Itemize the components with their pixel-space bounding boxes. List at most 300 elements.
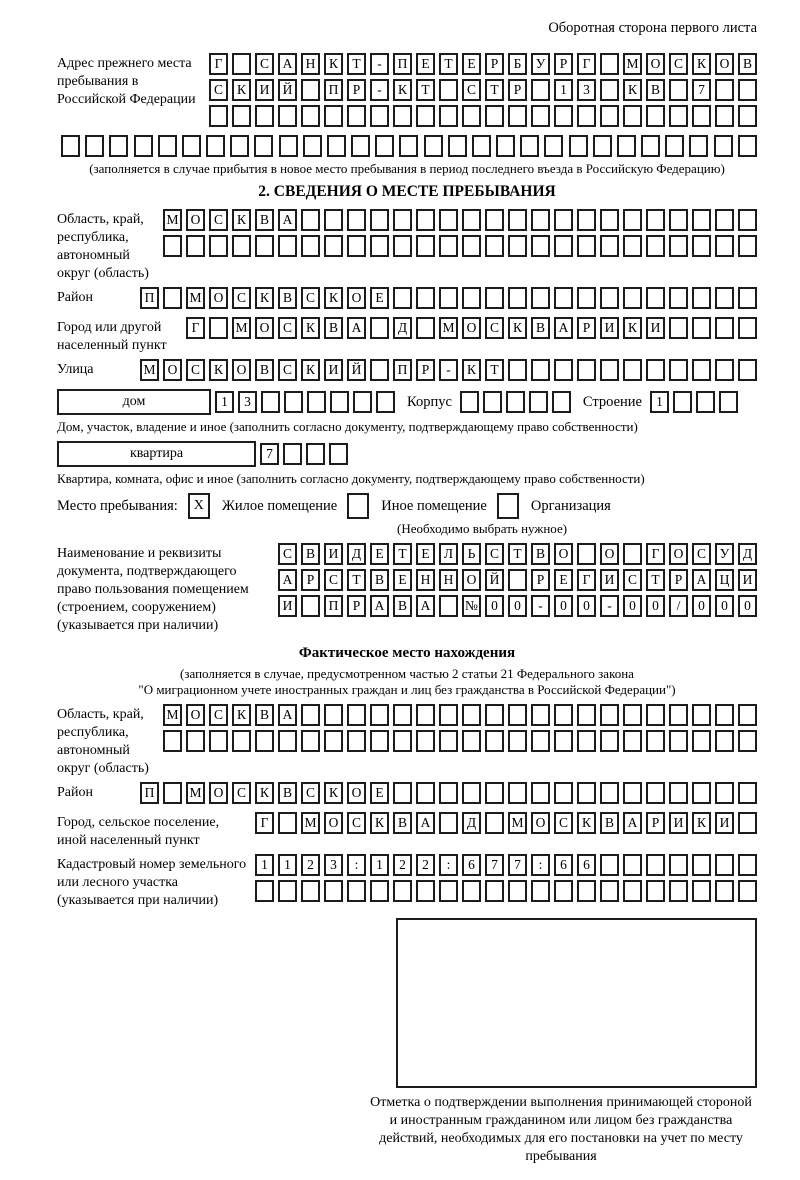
char-box[interactable] <box>600 880 619 902</box>
char-box[interactable]: А <box>347 317 366 339</box>
char-box[interactable] <box>301 880 320 902</box>
char-box[interactable] <box>284 391 303 413</box>
char-box[interactable] <box>472 135 491 157</box>
char-box[interactable]: Р <box>347 595 366 617</box>
char-box[interactable]: К <box>232 209 251 231</box>
char-box[interactable] <box>692 704 711 726</box>
char-box[interactable] <box>439 595 458 617</box>
char-box[interactable]: : <box>347 854 366 876</box>
char-box[interactable]: Т <box>393 543 412 565</box>
char-box[interactable] <box>719 391 738 413</box>
char-box[interactable]: Н <box>416 569 435 591</box>
char-box[interactable] <box>485 105 504 127</box>
char-box[interactable] <box>623 730 642 752</box>
char-box[interactable] <box>715 317 734 339</box>
char-box[interactable]: В <box>738 53 757 75</box>
char-box[interactable]: - <box>439 359 458 381</box>
char-box[interactable] <box>520 135 539 157</box>
char-box[interactable] <box>577 209 596 231</box>
char-box[interactable]: О <box>646 53 665 75</box>
char-box[interactable] <box>623 359 642 381</box>
char-box[interactable] <box>232 105 251 127</box>
char-box[interactable]: О <box>347 287 366 309</box>
char-box[interactable] <box>485 880 504 902</box>
char-box[interactable]: О <box>462 569 481 591</box>
char-box[interactable] <box>531 782 550 804</box>
char-box[interactable]: Й <box>347 359 366 381</box>
char-box[interactable] <box>646 704 665 726</box>
char-box[interactable]: О <box>186 209 205 231</box>
char-box[interactable] <box>714 135 733 157</box>
char-box[interactable] <box>600 209 619 231</box>
char-box[interactable]: Е <box>393 569 412 591</box>
char-box[interactable]: 6 <box>554 854 573 876</box>
char-box[interactable]: А <box>278 704 297 726</box>
char-box[interactable] <box>347 105 366 127</box>
char-box[interactable]: Й <box>278 79 297 101</box>
char-box[interactable] <box>347 730 366 752</box>
char-box[interactable] <box>569 135 588 157</box>
char-box[interactable] <box>544 135 563 157</box>
char-box[interactable] <box>738 812 757 834</box>
char-box[interactable]: 6 <box>577 854 596 876</box>
char-box[interactable] <box>448 135 467 157</box>
char-box[interactable]: И <box>600 317 619 339</box>
char-box[interactable] <box>508 105 527 127</box>
char-box[interactable] <box>692 782 711 804</box>
char-box[interactable] <box>531 287 550 309</box>
char-box[interactable] <box>232 730 251 752</box>
char-box[interactable] <box>646 730 665 752</box>
char-box[interactable] <box>531 235 550 257</box>
char-box[interactable] <box>163 730 182 752</box>
char-box[interactable] <box>600 782 619 804</box>
char-box[interactable] <box>600 704 619 726</box>
char-box[interactable]: С <box>255 53 274 75</box>
char-box[interactable]: С <box>232 782 251 804</box>
char-box[interactable]: 2 <box>393 854 412 876</box>
char-box[interactable] <box>462 235 481 257</box>
char-box[interactable] <box>485 209 504 231</box>
char-box[interactable] <box>738 880 757 902</box>
char-box[interactable]: П <box>393 359 412 381</box>
char-box[interactable]: С <box>623 569 642 591</box>
char-box[interactable]: В <box>255 704 274 726</box>
char-box[interactable] <box>600 235 619 257</box>
char-box[interactable]: К <box>209 359 228 381</box>
char-box[interactable]: И <box>278 595 297 617</box>
char-box[interactable]: Р <box>646 812 665 834</box>
char-box[interactable]: Г <box>255 812 274 834</box>
char-box[interactable] <box>531 730 550 752</box>
char-box[interactable] <box>508 287 527 309</box>
char-box[interactable] <box>600 105 619 127</box>
char-box[interactable] <box>665 135 684 157</box>
char-box[interactable] <box>186 730 205 752</box>
char-box[interactable] <box>424 135 443 157</box>
char-box[interactable] <box>416 317 435 339</box>
char-box[interactable] <box>554 105 573 127</box>
char-box[interactable] <box>593 135 612 157</box>
char-box[interactable] <box>439 730 458 752</box>
char-box[interactable]: О <box>715 53 734 75</box>
char-box[interactable]: 0 <box>623 595 642 617</box>
char-box[interactable]: С <box>278 317 297 339</box>
char-box[interactable] <box>416 209 435 231</box>
char-box[interactable]: О <box>232 359 251 381</box>
char-box[interactable]: 1 <box>278 854 297 876</box>
char-box[interactable]: М <box>439 317 458 339</box>
char-box[interactable] <box>301 209 320 231</box>
char-box[interactable] <box>577 543 596 565</box>
char-box[interactable] <box>692 359 711 381</box>
char-box[interactable]: М <box>623 53 642 75</box>
char-box[interactable] <box>600 287 619 309</box>
char-box[interactable]: С <box>278 359 297 381</box>
char-box[interactable]: Р <box>577 317 596 339</box>
char-box[interactable] <box>416 704 435 726</box>
char-box[interactable]: Е <box>416 53 435 75</box>
char-box[interactable]: Д <box>738 543 757 565</box>
char-box[interactable]: О <box>347 782 366 804</box>
char-box[interactable]: 3 <box>238 391 257 413</box>
char-box[interactable]: К <box>577 812 596 834</box>
char-box[interactable]: № <box>462 595 481 617</box>
char-box[interactable] <box>393 880 412 902</box>
char-box[interactable] <box>439 235 458 257</box>
char-box[interactable] <box>506 391 525 413</box>
char-box[interactable]: В <box>393 595 412 617</box>
char-box[interactable] <box>577 105 596 127</box>
char-box[interactable]: Р <box>301 569 320 591</box>
char-box[interactable]: Е <box>462 53 481 75</box>
char-box[interactable]: С <box>324 569 343 591</box>
char-box[interactable] <box>531 105 550 127</box>
other-premises-checkbox[interactable] <box>347 493 369 519</box>
char-box[interactable]: 7 <box>485 854 504 876</box>
char-box[interactable]: Е <box>370 782 389 804</box>
char-box[interactable] <box>600 854 619 876</box>
char-box[interactable] <box>370 359 389 381</box>
char-box[interactable]: Т <box>646 569 665 591</box>
char-box[interactable]: А <box>278 569 297 591</box>
char-box[interactable]: М <box>301 812 320 834</box>
char-box[interactable]: Г <box>209 53 228 75</box>
char-box[interactable] <box>347 235 366 257</box>
char-box[interactable] <box>230 135 249 157</box>
char-box[interactable]: - <box>370 53 389 75</box>
char-box[interactable] <box>485 782 504 804</box>
char-box[interactable] <box>715 105 734 127</box>
char-box[interactable] <box>715 782 734 804</box>
char-box[interactable]: И <box>324 543 343 565</box>
char-box[interactable]: С <box>186 359 205 381</box>
char-box[interactable]: О <box>324 812 343 834</box>
char-box[interactable]: 7 <box>692 79 711 101</box>
char-box[interactable] <box>554 209 573 231</box>
char-box[interactable]: 7 <box>260 443 279 465</box>
char-box[interactable] <box>508 880 527 902</box>
char-box[interactable] <box>715 235 734 257</box>
char-box[interactable] <box>399 135 418 157</box>
char-box[interactable] <box>393 105 412 127</box>
char-box[interactable]: В <box>324 317 343 339</box>
char-box[interactable] <box>255 730 274 752</box>
char-box[interactable]: 2 <box>416 854 435 876</box>
char-box[interactable] <box>738 135 757 157</box>
char-box[interactable] <box>738 704 757 726</box>
char-box[interactable] <box>554 704 573 726</box>
char-box[interactable]: : <box>531 854 550 876</box>
char-box[interactable] <box>738 287 757 309</box>
char-box[interactable] <box>669 287 688 309</box>
char-box[interactable]: К <box>255 782 274 804</box>
char-box[interactable] <box>370 105 389 127</box>
char-box[interactable] <box>669 782 688 804</box>
char-box[interactable] <box>508 730 527 752</box>
char-box[interactable]: С <box>692 543 711 565</box>
char-box[interactable] <box>577 730 596 752</box>
char-box[interactable] <box>623 235 642 257</box>
char-box[interactable] <box>278 812 297 834</box>
char-box[interactable]: К <box>393 79 412 101</box>
char-box[interactable] <box>416 880 435 902</box>
char-box[interactable]: Р <box>347 79 366 101</box>
char-box[interactable] <box>646 880 665 902</box>
char-box[interactable]: К <box>255 287 274 309</box>
char-box[interactable]: И <box>669 812 688 834</box>
char-box[interactable] <box>439 105 458 127</box>
char-box[interactable] <box>692 730 711 752</box>
char-box[interactable] <box>646 854 665 876</box>
char-box[interactable] <box>439 880 458 902</box>
char-box[interactable] <box>531 880 550 902</box>
char-box[interactable] <box>485 287 504 309</box>
char-box[interactable] <box>347 704 366 726</box>
char-box[interactable]: Т <box>439 53 458 75</box>
char-box[interactable]: А <box>278 53 297 75</box>
char-box[interactable]: 7 <box>508 854 527 876</box>
char-box[interactable] <box>738 854 757 876</box>
char-box[interactable] <box>255 235 274 257</box>
char-box[interactable] <box>278 730 297 752</box>
char-box[interactable] <box>306 443 325 465</box>
char-box[interactable] <box>163 235 182 257</box>
char-box[interactable]: О <box>554 543 573 565</box>
char-box[interactable] <box>554 730 573 752</box>
char-box[interactable] <box>278 105 297 127</box>
char-box[interactable] <box>324 235 343 257</box>
char-box[interactable]: 0 <box>715 595 734 617</box>
char-box[interactable]: О <box>163 359 182 381</box>
char-box[interactable]: 1 <box>255 854 274 876</box>
char-box[interactable]: К <box>324 53 343 75</box>
char-box[interactable]: Р <box>508 79 527 101</box>
char-box[interactable]: С <box>278 543 297 565</box>
char-box[interactable] <box>462 782 481 804</box>
char-box[interactable] <box>738 79 757 101</box>
char-box[interactable] <box>669 79 688 101</box>
char-box[interactable]: У <box>715 543 734 565</box>
char-box[interactable] <box>623 704 642 726</box>
char-box[interactable]: Т <box>485 359 504 381</box>
char-box[interactable] <box>715 287 734 309</box>
char-box[interactable]: У <box>531 53 550 75</box>
char-box[interactable]: 6 <box>462 854 481 876</box>
char-box[interactable] <box>283 443 302 465</box>
char-box[interactable]: Г <box>577 569 596 591</box>
char-box[interactable] <box>329 443 348 465</box>
char-box[interactable] <box>209 105 228 127</box>
char-box[interactable]: М <box>163 704 182 726</box>
char-box[interactable]: 0 <box>646 595 665 617</box>
char-box[interactable]: Е <box>370 287 389 309</box>
char-box[interactable] <box>351 135 370 157</box>
char-box[interactable]: И <box>255 79 274 101</box>
char-box[interactable]: К <box>692 53 711 75</box>
char-box[interactable] <box>669 235 688 257</box>
char-box[interactable] <box>600 359 619 381</box>
char-box[interactable]: К <box>462 359 481 381</box>
char-box[interactable] <box>301 105 320 127</box>
char-box[interactable] <box>531 359 550 381</box>
char-box[interactable] <box>209 235 228 257</box>
char-box[interactable]: : <box>439 854 458 876</box>
char-box[interactable]: К <box>370 812 389 834</box>
char-box[interactable]: Н <box>301 53 320 75</box>
char-box[interactable] <box>301 235 320 257</box>
char-box[interactable]: О <box>669 543 688 565</box>
char-box[interactable] <box>279 135 298 157</box>
char-box[interactable]: С <box>347 812 366 834</box>
char-box[interactable]: К <box>301 359 320 381</box>
char-box[interactable]: П <box>324 79 343 101</box>
char-box[interactable] <box>462 209 481 231</box>
char-box[interactable]: С <box>209 704 228 726</box>
char-box[interactable] <box>462 880 481 902</box>
char-box[interactable]: И <box>646 317 665 339</box>
char-box[interactable] <box>738 235 757 257</box>
char-box[interactable]: Т <box>485 79 504 101</box>
char-box[interactable]: К <box>232 79 251 101</box>
char-box[interactable]: 0 <box>508 595 527 617</box>
char-box[interactable] <box>255 880 274 902</box>
char-box[interactable] <box>324 730 343 752</box>
char-box[interactable]: Ь <box>462 543 481 565</box>
char-box[interactable]: К <box>301 317 320 339</box>
char-box[interactable] <box>393 235 412 257</box>
char-box[interactable]: К <box>324 287 343 309</box>
char-box[interactable] <box>623 543 642 565</box>
char-box[interactable] <box>600 730 619 752</box>
char-box[interactable] <box>577 782 596 804</box>
char-box[interactable] <box>439 812 458 834</box>
char-box[interactable] <box>460 391 479 413</box>
char-box[interactable] <box>554 782 573 804</box>
char-box[interactable]: В <box>278 782 297 804</box>
char-box[interactable]: С <box>485 543 504 565</box>
char-box[interactable] <box>531 79 550 101</box>
char-box[interactable] <box>738 317 757 339</box>
char-box[interactable] <box>508 782 527 804</box>
char-box[interactable]: С <box>669 53 688 75</box>
char-box[interactable] <box>577 880 596 902</box>
char-box[interactable]: В <box>255 209 274 231</box>
char-box[interactable]: К <box>324 782 343 804</box>
char-box[interactable] <box>370 730 389 752</box>
char-box[interactable]: С <box>301 287 320 309</box>
char-box[interactable] <box>330 391 349 413</box>
char-box[interactable]: 3 <box>324 854 343 876</box>
char-box[interactable] <box>85 135 104 157</box>
char-box[interactable] <box>393 287 412 309</box>
char-box[interactable] <box>552 391 571 413</box>
char-box[interactable]: В <box>393 812 412 834</box>
char-box[interactable] <box>370 317 389 339</box>
char-box[interactable]: Н <box>439 569 458 591</box>
char-box[interactable]: Е <box>416 543 435 565</box>
char-box[interactable]: А <box>554 317 573 339</box>
char-box[interactable] <box>669 704 688 726</box>
char-box[interactable]: Р <box>485 53 504 75</box>
char-box[interactable]: - <box>531 595 550 617</box>
char-box[interactable] <box>641 135 660 157</box>
char-box[interactable] <box>600 79 619 101</box>
char-box[interactable] <box>462 287 481 309</box>
char-box[interactable] <box>577 287 596 309</box>
char-box[interactable] <box>508 235 527 257</box>
char-box[interactable] <box>347 880 366 902</box>
char-box[interactable] <box>439 209 458 231</box>
char-box[interactable]: М <box>140 359 159 381</box>
char-box[interactable] <box>324 105 343 127</box>
char-box[interactable] <box>646 209 665 231</box>
char-box[interactable] <box>416 235 435 257</box>
char-box[interactable] <box>715 854 734 876</box>
char-box[interactable] <box>416 105 435 127</box>
char-box[interactable]: К <box>623 79 642 101</box>
char-box[interactable] <box>669 854 688 876</box>
char-box[interactable] <box>669 317 688 339</box>
char-box[interactable]: С <box>554 812 573 834</box>
char-box[interactable] <box>646 287 665 309</box>
char-box[interactable] <box>439 79 458 101</box>
char-box[interactable]: О <box>255 317 274 339</box>
char-box[interactable] <box>134 135 153 157</box>
char-box[interactable] <box>623 880 642 902</box>
char-box[interactable]: И <box>738 569 757 591</box>
char-box[interactable] <box>439 782 458 804</box>
char-box[interactable]: Е <box>554 569 573 591</box>
char-box[interactable]: Д <box>347 543 366 565</box>
organization-checkbox[interactable] <box>497 493 519 519</box>
char-box[interactable] <box>692 880 711 902</box>
char-box[interactable] <box>370 880 389 902</box>
char-box[interactable] <box>393 782 412 804</box>
char-box[interactable] <box>254 135 273 157</box>
char-box[interactable] <box>646 235 665 257</box>
char-box[interactable] <box>696 391 715 413</box>
char-box[interactable] <box>646 782 665 804</box>
char-box[interactable] <box>577 359 596 381</box>
char-box[interactable] <box>738 730 757 752</box>
residential-checkbox[interactable]: X <box>188 493 210 519</box>
char-box[interactable]: - <box>600 595 619 617</box>
char-box[interactable]: - <box>370 79 389 101</box>
char-box[interactable] <box>232 53 251 75</box>
char-box[interactable]: Т <box>347 569 366 591</box>
char-box[interactable]: Б <box>508 53 527 75</box>
